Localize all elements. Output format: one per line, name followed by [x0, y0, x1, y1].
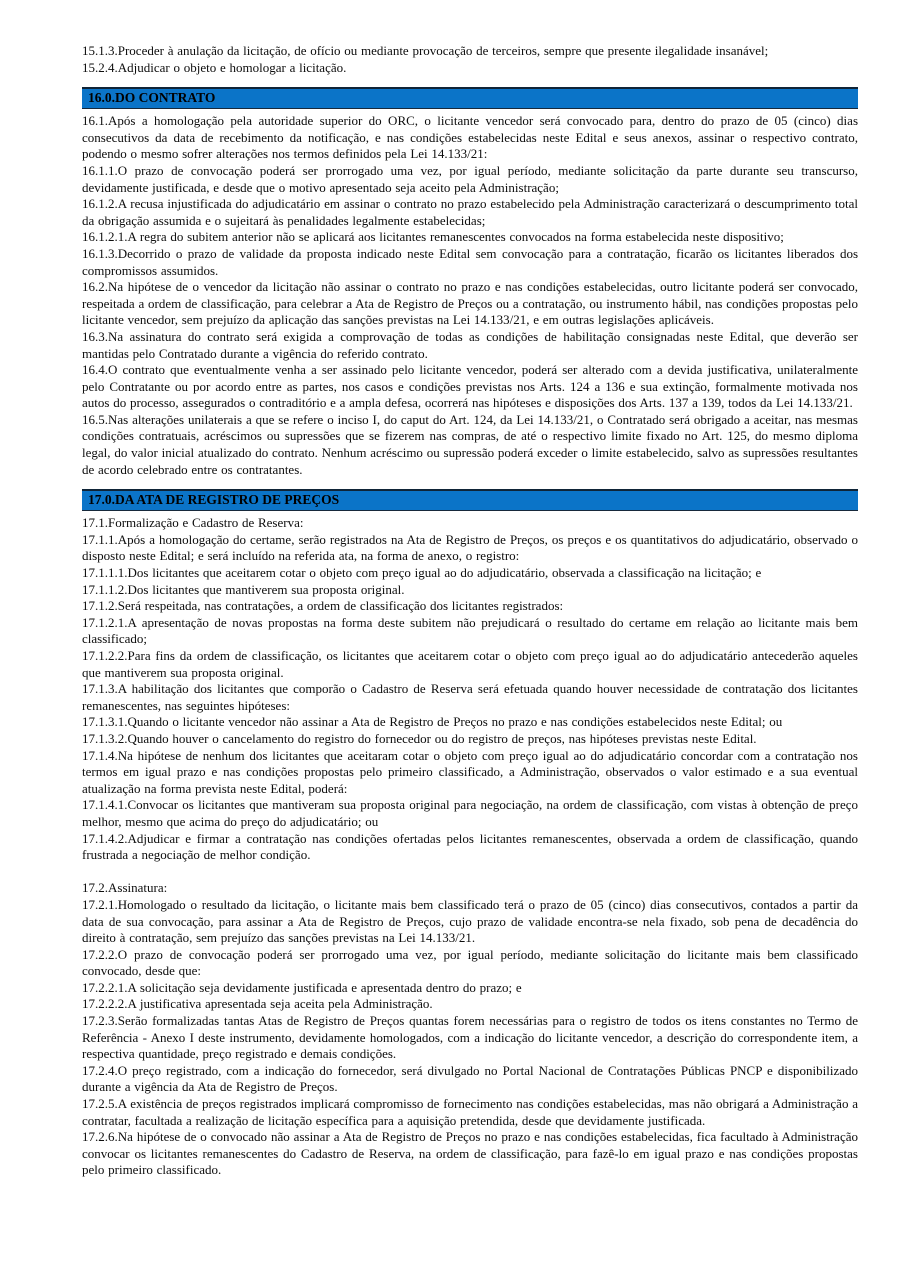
- clause-paragraph: 16.1.1.O prazo de convocação poderá ser prorrogado uma vez, por igual período, mediante solicitação da parte durante seu transcurso, devidamente justificada, e desde que o motivo apresentado seja aceito pela Administração;: [82, 162, 858, 195]
- clause-paragraph: 16.1.2.1.A regra do subitem anterior não se aplicará aos licitantes remanescentes convocados na forma estabelecida neste dispositivo;: [82, 229, 784, 245]
- clause-paragraph: 17.1.3.1.Quando o licitante vencedor não assinar a Ata de Registro de Preços no prazo e nas condições estabelecidos neste Edital; ou: [82, 714, 783, 730]
- section-heading-17-ata-registro-precos: 17.0.DA ATA DE REGISTRO DE PREÇOS: [82, 489, 858, 511]
- clause-paragraph: 17.2.5.A existência de preços registrados implicará compromisso de fornecimento nas condições estabelecidas, mas não obrigará a Administração a contratar, facultada a realização de licitação específica para a aquisição pretendida, desde que devidamente justificada.: [82, 1096, 858, 1128]
- clause-paragraph: 17.1.4.1.Convocar os licitantes que mantiveram sua proposta original para negociação, na ordem de classificação, com vistas à obtenção de preço melhor, mesmo que acima do preço do adjudicatário; ou: [82, 797, 858, 829]
- clause-paragraph: 17.1.2.1.A apresentação de novas propostas na forma deste subitem não prejudicará o resultado do certame em relação ao licitante mais bem classificado;: [82, 614, 858, 647]
- clause-paragraph: 17.1.2.2.Para fins da ordem de classificação, os licitantes que aceitarem cotar o objeto com preço igual ao do adjudicatário antecederão aqueles que mantiverem sua proposta original.: [82, 648, 858, 680]
- clause-paragraph: 17.2.4.O preço registrado, com a indicação do fornecedor, será divulgado no Portal Nacional de Contratações Públicas PNCP e disponibilizado durante a vigência da Ata de Registro de Preços.: [82, 1062, 858, 1095]
- clause-paragraph: 17.2.1.Homologado o resultado da licitação, o licitante mais bem classificado terá o prazo de 05 (cinco) dias consecutivos, contados a partir da data de sua convocação, para assinar a Ata de Registro de Preços, cujo prazo de validade encontra-se nela fixado, sob pena de decadência do direito à contratação, sem prejuízo das sanções previstas na Lei 14.133/21.: [82, 896, 858, 946]
- clause-paragraph: 17.1.Formalização e Cadastro de Reserva:: [82, 515, 304, 531]
- clause-paragraph: 16.1.Após a homologação pela autoridade superior do ORC, o licitante vencedor será convocado para, dentro do prazo de 05 (cinco) dias consecutivos da data de recebimento da notificação, e nas condições estabelecidas neste Edital e seus anexos, assinar o respectivo contrato, podendo o mesmo sofrer alterações nos termos definidos pela Lei 14.133/21:: [82, 113, 858, 162]
- clause-paragraph: 17.1.1.1.Dos licitantes que aceitarem cotar o objeto com preço igual ao do adjudicatário, observada a classificação na licitação; e: [82, 565, 762, 581]
- section-heading-16-do-contrato: 16.0.DO CONTRATO: [82, 87, 858, 109]
- clause-paragraph: 17.1.3.A habilitação dos licitantes que comporão o Cadastro de Reserva será efetuada quando houver necessidade de contratação dos licitantes remanescentes, nas seguintes hipóteses:: [82, 681, 858, 713]
- clause-paragraph: 16.2.Na hipótese de o vencedor da licitação não assinar o contrato no prazo e nas condições estabelecidas, outro licitante poderá ser convocado, respeitada a ordem de classificação, para celebrar a Ata de Registro de Preços ou a contratação, ou instrumento hábil, nas condições propostas pelo licitante vencedor, sem prejuízo da aplicação das sanções previstas na Lei 14.133/21, e em outras legislações aplicáveis.: [82, 279, 858, 328]
- clause-paragraph: 17.1.2.Será respeitada, nas contratações, a ordem de classificação dos licitantes registrados:: [82, 598, 564, 614]
- clause-paragraph: 17.1.1.2.Dos licitantes que mantiverem sua proposta original.: [82, 581, 405, 597]
- clause-paragraph: 17.2.2.2.A justificativa apresentada seja aceita pela Administração.: [82, 996, 433, 1012]
- clause-paragraph: 17.2.6.Na hipótese de o convocado não assinar a Ata de Registro de Preços no prazo e nas condições estabelecidas, fica facultado à Administração convocar os licitantes remanescentes do Cadastro de Reserva, na ordem de classificação, para fazê-lo em igual prazo e nas condições propostas pelo primeiro classificado.: [82, 1129, 858, 1178]
- clause-paragraph: 17.2.Assinatura:: [82, 880, 168, 896]
- clause-paragraph: 17.2.3.Serão formalizadas tantas Atas de Registro de Preços quantas forem necessárias para o registro de todos os itens constantes no Termo de Referência - Anexo I deste instrumento, devidamente homologados, com a indicação do licitante vencedor, a descrição do correspondente item, a respectiva quantidade, preço registrado e demais condições.: [82, 1013, 858, 1062]
- clause-paragraph: 16.4.O contrato que eventualmente venha a ser assinado pelo licitante vencedor, poderá ser alterado com a devida justificativa, unilateralmente pelo Contratante ou por acordo entre as partes, nos casos e condições previstas nos Arts. 124 a 136 e sua extinção, formalmente motivada nos autos do processo, assegurados o contraditório e a ampla defesa, ocorrerá nas hipóteses e disposições dos Arts. 137 a 139, todos da Lei 14.133/21.: [82, 362, 858, 411]
- clause-paragraph: 16.3.Na assinatura do contrato será exigida a comprovação de todas as condições de habilitação consignadas neste Edital, que deverão ser mantidas pelo Contratado durante a vigência do referido contrato.: [82, 328, 858, 361]
- clause-paragraph: 17.1.4.2.Adjudicar e firmar a contratação nas condições ofertadas pelos licitantes remanescentes, observada a ordem de classificação, quando frustrada a negociação de melhor condição.: [82, 830, 858, 863]
- clause-paragraph: 16.5.Nas alterações unilaterais a que se refere o inciso I, do caput do Art. 124, da Lei 14.133/21, o Contratado será obrigado a aceitar, nas mesmas condições contratuais, acréscimos ou supressões que se fizerem nas compras, de até o respectivo limite fixado no Art. 125, do mesmo diploma legal, do valor inicial atualizado do contrato. Nenhum acréscimo ou supressão poderá exceder o limite estabelecido, salvo as supressões resultantes de acordo celebrado entre os contratantes.: [82, 411, 858, 477]
- clause-paragraph: 17.1.1.Após a homologação do certame, serão registrados na Ata de Registro de Preços, os preços e os quantitativos do adjudicatário, observado o disposto neste Edital; e será incluído na referida ata, na forma de anexo, o registro:: [82, 531, 858, 564]
- clause-paragraph: 17.1.3.2.Quando houver o cancelamento do registro do fornecedor ou do registro de preços, nas hipóteses previstas neste Edital.: [82, 730, 757, 746]
- clause-paragraph: 17.1.4.Na hipótese de nenhum dos licitantes que aceitaram cotar o objeto com preço igual ao do adjudicatário concordar com a contratação nos termos em igual prazo e nas condições propostas pelo primeiro classificado, a Administração, observados o valor estimado e a sua eventual atualização na forma prevista neste Edital, poderá:: [82, 747, 858, 796]
- clause-paragraph: 16.1.2.A recusa injustificada do adjudicatário em assinar o contrato no prazo estabelecido pela Administração caracterizará o descumprimento total da obrigação assumida e o sujeitará às penalidades legalmente estabelecidas;: [82, 196, 858, 228]
- clause-paragraph: 16.1.3.Decorrido o prazo de validade da proposta indicado neste Edital sem convocação para a contratação, ficarão os licitantes liberados dos compromissos assumidos.: [82, 245, 858, 278]
- clause-paragraph: 15.2.4.Adjudicar o objeto e homologar a licitação.: [82, 59, 347, 75]
- clause-paragraph: 15.1.3.Proceder à anulação da licitação, de ofício ou mediante provocação de terceiros, sempre que presente ilegalidade insanável;: [82, 43, 769, 58]
- clause-paragraph: 17.2.2.O prazo de convocação poderá ser prorrogado uma vez, por igual período, mediante solicitação do licitante mais bem classificado convocado, desde que:: [82, 946, 858, 979]
- clause-paragraph: 17.2.2.1.A solicitação seja devidamente justificada e apresentada dentro do prazo; e: [82, 979, 522, 995]
- blank-line: [82, 864, 858, 881]
